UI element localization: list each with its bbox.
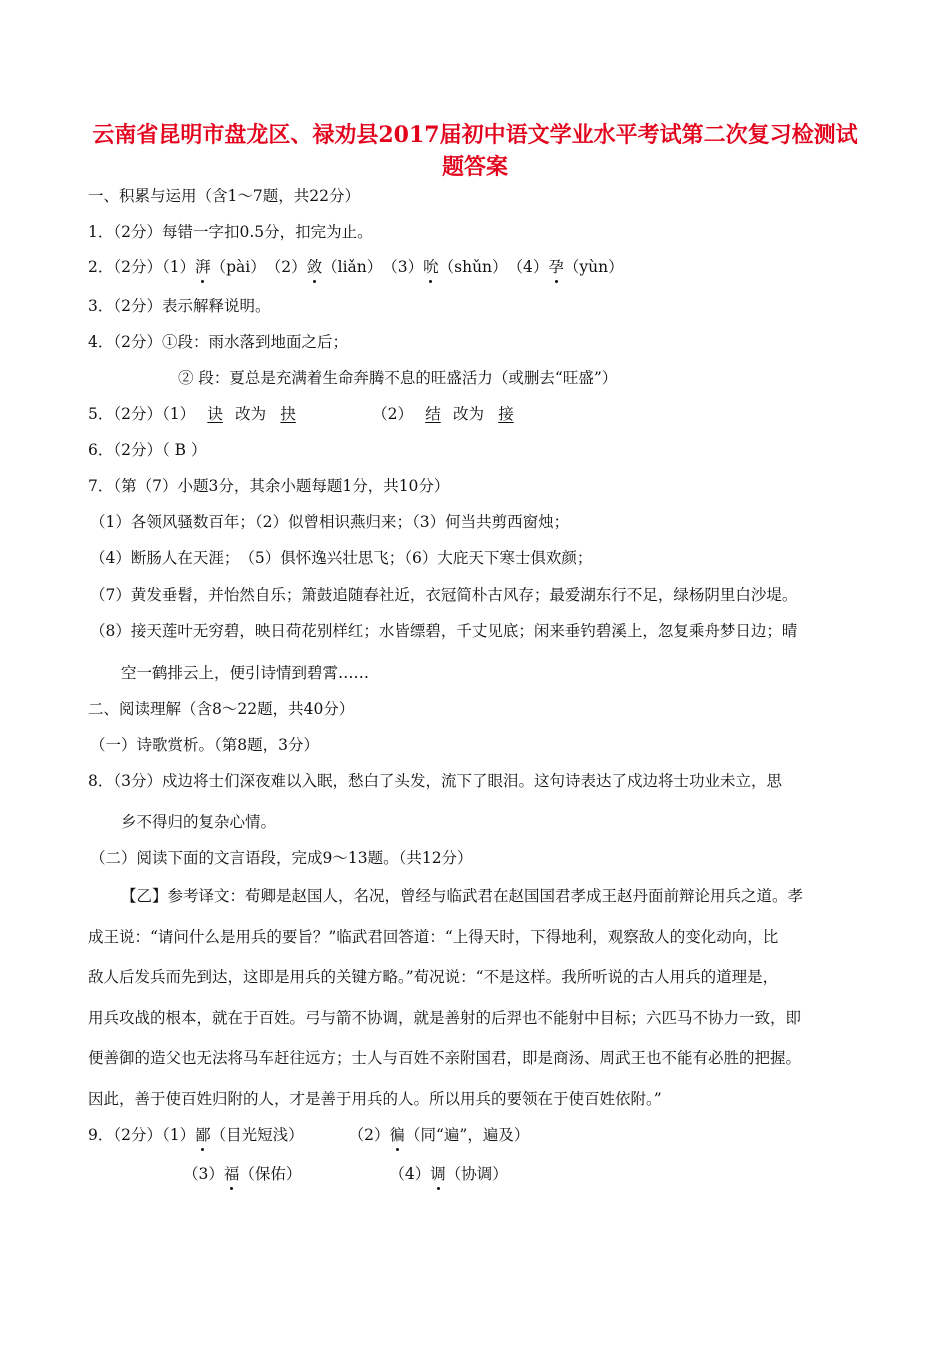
section1-heading: 一、积累与运用（含1～7题，共22分） — [88, 187, 360, 205]
q2-char-4: 孕 — [548, 258, 564, 276]
q9-char-2: 徧 — [389, 1126, 405, 1144]
q2-pinyin-4: （yùn） — [563, 258, 624, 276]
answer-q7-line-5: 空一鹤排云上，便引诗情到碧霄…… — [121, 664, 370, 682]
q9-gloss-4: （协调） — [445, 1165, 508, 1183]
answer-q2 — [88, 256, 624, 278]
q9-pre-4: （4） — [389, 1165, 431, 1183]
answer-q7-line-2: （4）断肠人在天涯； （5）俱怀逸兴壮思飞；（6）大庇天下寒士俱欢颜； — [90, 549, 593, 567]
q5-mid-1: 改为 — [235, 405, 267, 423]
answer-q9-line-2 — [183, 1163, 508, 1185]
translation-line-5: 便善御的造父也无法将马车赶往远方；士人与百姓不亲附国君，即是商汤、周武王也不能有必胜的把握。 — [88, 1049, 802, 1067]
q2-char-1: 湃 — [195, 258, 211, 276]
answer-q6: 6．（2分）（ B ） — [88, 441, 207, 459]
answer-q7-line-1: （1）各领风骚数百年；（2）似曾相识燕归来；（3）何当共剪西窗烛； — [90, 513, 570, 531]
q2-prefix: 2．（2分）（1） — [88, 258, 196, 276]
translation-line-2: 成王说：“请问什么是用兵的要旨？”临武君回答道：“上得天时，下得地利，观察敌人的变化动向，比 — [88, 928, 779, 946]
document-title-line-2: 题答案 — [441, 154, 508, 180]
answer-q7-line-4: （8）接天莲叶无穷碧，映日荷花别样红；水皆缥碧，千丈见底；闲来垂钓碧溪上，忽复乘舟梦日边；晴 — [90, 622, 798, 640]
section2-part1: （一）诗歌赏析。（第8题，3分） — [90, 736, 319, 754]
translation-line-3: 敌人后发兵而先到达，这即是用兵的关键方略。”荀况说：“不是这样。我所听说的古人用兵的道理是， — [88, 968, 779, 986]
q5-prefix: 5．（2分）（1） — [88, 405, 196, 423]
q2-char-3: 吮 — [423, 258, 439, 276]
section2-heading: 二、阅读理解（含8～22题，共40分） — [88, 700, 355, 718]
q5-mid-3: 改为 — [452, 405, 484, 423]
document-title-line-1: 云南省昆明市盘龙区、禄劝县2017届初中语文学业水平考试第二次复习检测试 — [92, 122, 858, 148]
answer-q3: 3．（2分）表示解释说明。 — [88, 297, 271, 315]
answer-q4-line-1: 4．（2分）①段：雨水落到地面之后； — [88, 333, 348, 351]
q5-word-3: 结 — [425, 405, 441, 423]
q9-gloss-1: （目光短浅） — [210, 1126, 304, 1144]
q9-char-3: 福 — [223, 1165, 240, 1183]
answer-q4-line-2: ② 段：夏总是充满着生命奔腾不息的旺盛活力（或删去“旺盛”） — [178, 369, 618, 387]
answer-q7-line-3: （7）黄发垂髫，并怡然自乐；箫鼓追随春社近，衣冠简朴古风存；最爱湖东行不足，绿杨阴里白沙堤。 — [90, 586, 798, 604]
q9-pre-2: （2） — [348, 1126, 390, 1144]
q9-gloss-2: （同“遍”，遍及） — [405, 1126, 530, 1144]
answer-q7-heading: 7．（第（7）小题3分，其余小题每题1分，共10分） — [88, 477, 450, 495]
answer-q9-line-1 — [88, 1124, 529, 1146]
q5-word-4: 接 — [498, 405, 514, 423]
q2-char-2: 敛 — [306, 258, 323, 276]
q5-mid-2: （2） — [372, 405, 413, 423]
q9-char-1: 鄙 — [195, 1126, 211, 1144]
translation-line-6: 因此，善于使百姓归附的人，才是善于用兵的人。所以用兵的要领在于使百姓依附。” — [88, 1090, 662, 1108]
translation-line-4: 用兵攻战的根本，就在于百姓。弓与箭不协调，就是善射的后羿也不能射中目标；六匹马不协力一致，即 — [88, 1009, 802, 1027]
section2-part2: （二）阅读下面的文言语段，完成9～13题。（共12分） — [90, 849, 473, 867]
q2-pinyin-2: （liǎn） （3） — [322, 258, 424, 276]
q5-word-2: 抉 — [280, 405, 296, 423]
answer-q8-line-2: 乡不得归的复杂心情。 — [121, 813, 277, 831]
q9-gloss-3: （保佑） — [239, 1165, 302, 1183]
q2-pinyin-1: （pài） （2） — [210, 258, 307, 276]
answer-q8-line-1: 8．（3分）戍边将士们深夜难以入眠，愁白了头发，流下了眼泪。这句诗表达了戍边将士功业未立，思 — [88, 772, 782, 790]
translation-line-1: 【乙】参考译文：荀卿是赵国人，名况，曾经与临武君在赵国国君孝成王赵丹面前辩论用兵之道。孝 — [121, 887, 804, 905]
q9-prefix: 9．（2分）（1） — [88, 1126, 196, 1144]
q2-pinyin-3: （shǔn） （4） — [438, 258, 549, 276]
answer-q5 — [88, 403, 528, 425]
q9-char-4: 调 — [430, 1165, 446, 1183]
q5-word-1: 诀 — [207, 405, 223, 423]
answer-q1: 1．（2分）每错一字扣0.5分，扣完为止。 — [88, 223, 373, 241]
q9-pre-3: （3） — [183, 1165, 224, 1183]
